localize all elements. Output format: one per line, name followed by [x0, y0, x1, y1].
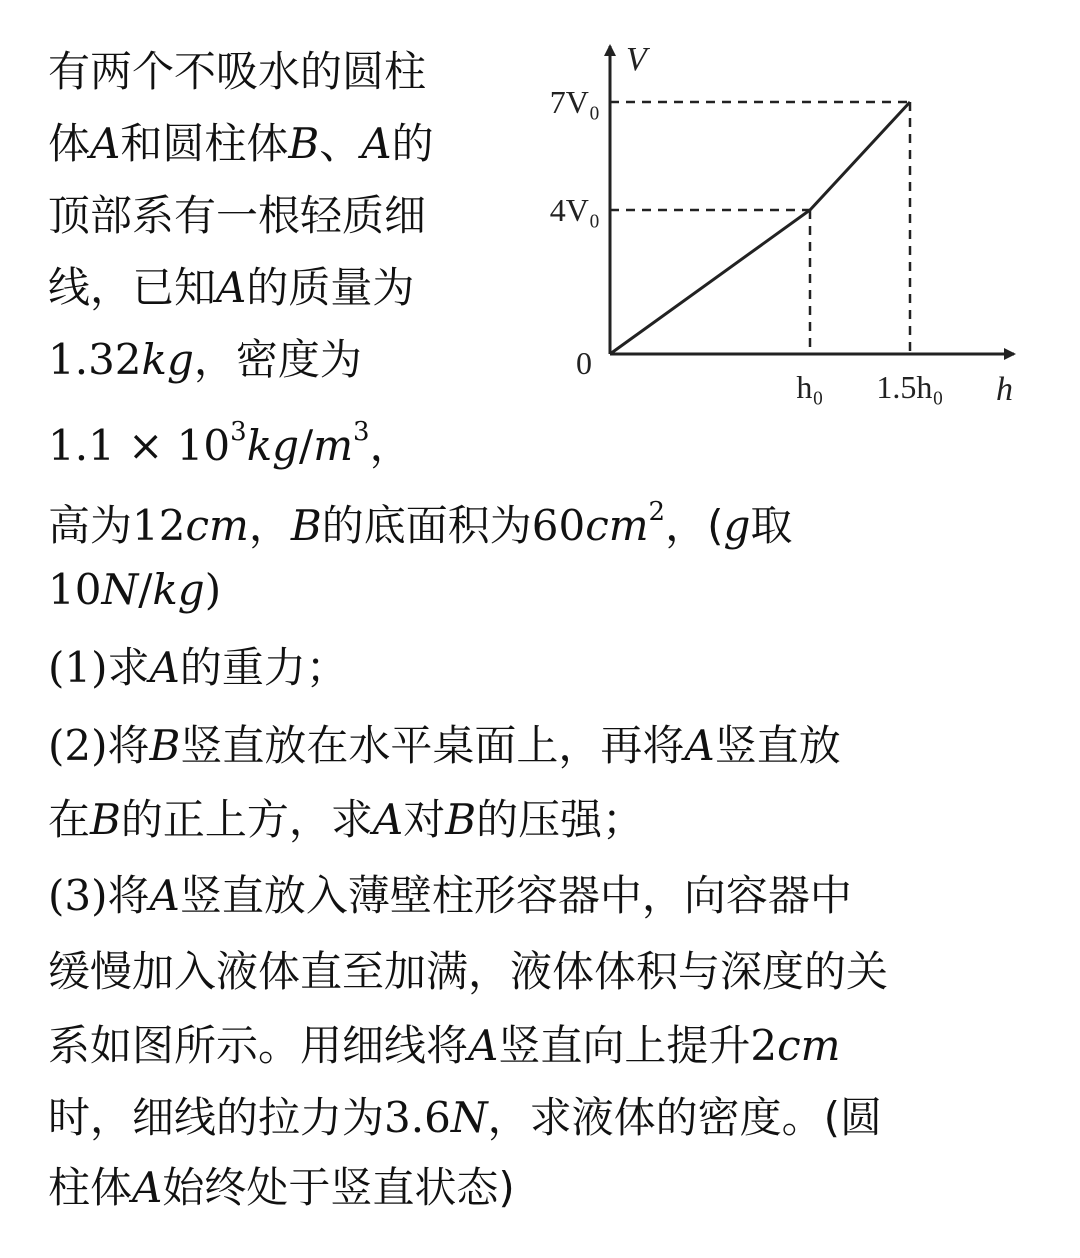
question-3-line-4: 时，细线的拉力为3.6N，求液体的密度。(圆 [48, 1093, 882, 1142]
intro-line-4: 线，已知A的质量为 [48, 263, 415, 312]
origin-label: 0 [576, 345, 592, 381]
x-tick-label: 1.5h₀ [876, 369, 944, 405]
intro-line-3: 顶部系有一根轻质细 [48, 191, 427, 240]
x-tick-label: h₀ [796, 369, 824, 405]
intro-line-6: $1.1 \times 10^3kg/m^3$， [48, 417, 412, 470]
question-2-line-2: 在B的正上方，求A对B的压强； [48, 795, 645, 844]
question-3-line-3: 系如图所示。用细线将A竖直向上提升2cm [48, 1021, 841, 1070]
intro-line-7: 高为12cm，B的底面积为$60cm^2$，(g取 [48, 497, 793, 550]
intro-line-8: 10N/kg) [48, 565, 222, 614]
x-axis-label: h [996, 371, 1013, 408]
question-3-line-1: (3)将A竖直放入薄壁柱形容器中，向容器中 [48, 871, 852, 920]
y-tick-label: 7V₀ [549, 84, 600, 120]
question-1: (1)求A的重力； [48, 643, 348, 692]
intro-line-2: 体A和圆柱体B、A的 [48, 119, 434, 168]
volume-depth-graph [530, 30, 1040, 420]
series-line-v-h [610, 102, 910, 354]
y-axis-label: V [626, 41, 647, 78]
intro-line-1: 有两个不吸水的圆柱 [48, 47, 427, 96]
question-2-line-1: (2)将B竖直放在水平桌面上，再将A竖直放 [48, 721, 841, 770]
intro-line-5: 1.32kg，密度为 [48, 335, 362, 384]
y-tick-label: 4V₀ [549, 192, 600, 228]
question-3-line-2: 缓慢加入液体直至加满，液体体积与深度的关 [48, 947, 889, 996]
question-3-line-5: 柱体A始终处于竖直状态) [48, 1163, 515, 1212]
